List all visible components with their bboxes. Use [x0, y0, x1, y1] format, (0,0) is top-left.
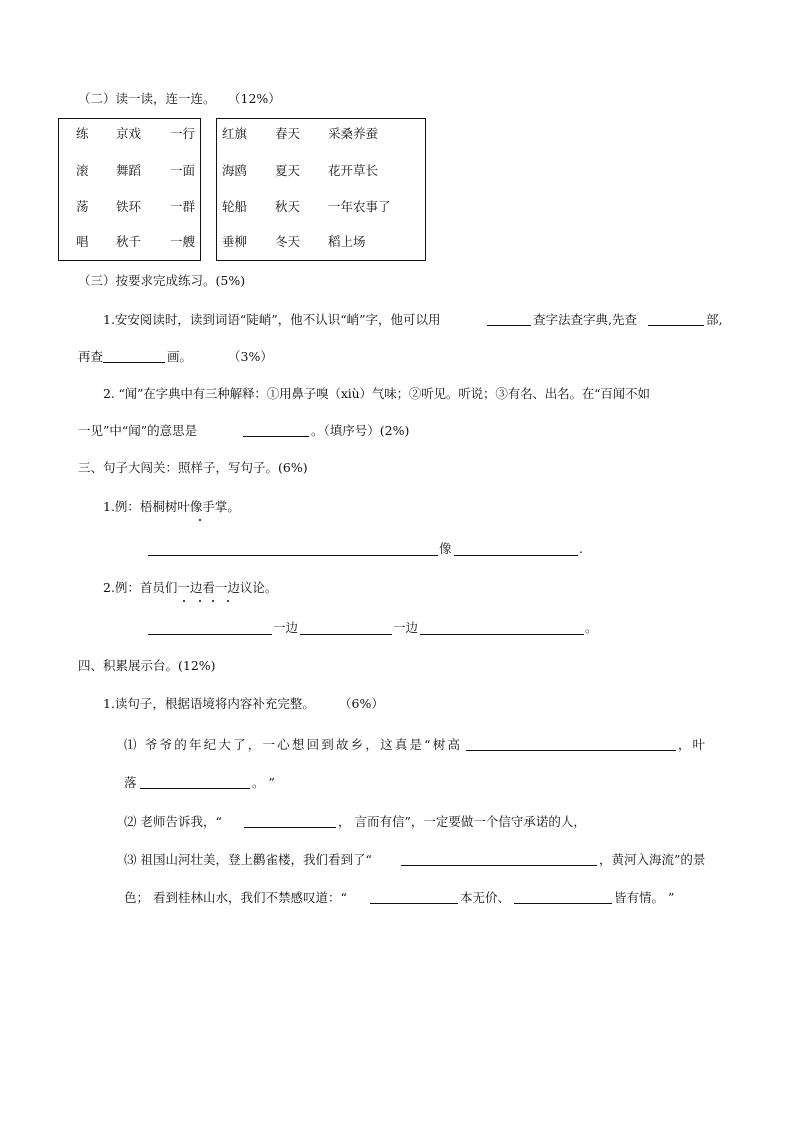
table2-cell-r2-c3: 花开草长	[328, 163, 379, 178]
table1-cell-r4-c2: 秋千	[116, 234, 142, 249]
section-four-heading: 四、积累展示台。(12%)	[78, 658, 216, 673]
section-4-q1: 1.读句子，根据语境将内容补充完整。	[103, 696, 315, 711]
example-2-end: 。	[585, 620, 598, 635]
sentence-1-line2b: 。 ”	[252, 775, 275, 790]
sentence-1-line1a: ⑴ 爷爷的年纪大了，一心想回到故乡，这真是“树高	[124, 737, 463, 752]
answer-line-2a[interactable]	[148, 634, 272, 635]
table2-cell-r2-c1: 海鸥	[222, 163, 248, 178]
q1-text-part1: 1.安安阅读时，读到词语“陡峭”，他不认识“峭”字，他可以用	[103, 312, 441, 327]
q2-text-line1: 2. “闻”在字典中有三种解释：①用鼻子嗅（xiù）气味；②听见。听说；③有名、出名。在“百闻不如	[103, 386, 650, 401]
q1-text-part3: 部,	[706, 312, 723, 327]
q1-text-part5: 画。	[167, 349, 193, 364]
blank-sentence-3c[interactable]	[514, 903, 612, 904]
sentence-2b: ， 言而有信”，一定要做一个信守承诺的人，	[338, 814, 586, 829]
table2-cell-r3-c2: 秋天	[275, 199, 301, 214]
sentence-3-line2a: 色； 看到桂林山水，我们不禁感叹道：“	[124, 890, 347, 905]
q1-text-part2: 查字法查字典,先查	[533, 312, 637, 327]
table1-cell-r1-c2: 京戏	[116, 126, 142, 141]
table2-cell-r1-c2: 春天	[275, 126, 301, 141]
table1-cell-r1-c1: 练	[76, 126, 89, 141]
example-2: 2.例：首员们一边看一边议论。	[103, 580, 278, 595]
example-1: 1.例：梧桐树叶像手掌。	[103, 499, 240, 514]
table2-cell-r4-c2: 冬天	[275, 234, 301, 249]
answer-line-1a[interactable]	[148, 555, 438, 556]
table1-cell-r4-c3: 一艘	[170, 234, 196, 249]
sentence-3-line2b: 本无价、	[460, 890, 511, 905]
blank-sentence-2[interactable]	[244, 827, 336, 828]
answer-line-2c[interactable]	[420, 634, 584, 635]
table1-cell-r2-c3: 一面	[170, 163, 196, 178]
table2-cell-r1-c3: 采桑养蚕	[328, 126, 379, 141]
section-4-q1-score: （6%）	[339, 696, 384, 711]
sentence-3-line2c: 皆有情。 ”	[614, 890, 675, 905]
sentence-3-line1b: ，黄河入海流”的景	[599, 852, 706, 867]
sentence-2a: ⑵ 老师告诉我，“	[124, 814, 222, 829]
section-three-heading: 三、句子大闯关：照样子，写句子。(6%)	[78, 460, 308, 475]
table2-cell-r2-c2: 夏天	[275, 163, 301, 178]
q1-text-part4: 再查	[78, 349, 104, 364]
emphasis-dot	[199, 519, 201, 521]
table1-cell-r1-c3: 一行	[170, 126, 196, 141]
blank-sentence-1b[interactable]	[140, 788, 250, 789]
table1-cell-r3-c1: 荡	[76, 199, 89, 214]
table2-cell-r1-c1: 红旗	[222, 126, 248, 141]
table1-cell-r4-c1: 唱	[76, 234, 89, 249]
section-2-heading: （二）读一读，连一连。	[78, 91, 216, 106]
example-1-end: .	[579, 541, 583, 556]
table1-cell-r3-c3: 一群	[170, 199, 196, 214]
sentence-1-line2a: 落	[124, 775, 137, 790]
q2-text-line2a: 一见”中“闻”的意思是	[78, 423, 198, 438]
emphasis-dot	[212, 600, 214, 602]
example-2-keyword-2: 一边	[393, 620, 419, 635]
answer-blank-method[interactable]	[487, 325, 531, 326]
answer-blank-radical[interactable]	[648, 325, 704, 326]
answer-line-2b[interactable]	[300, 634, 392, 635]
answer-blank-strokes[interactable]	[103, 362, 165, 363]
q1-score: （3%）	[228, 349, 273, 364]
answer-blank-meaning[interactable]	[243, 436, 309, 437]
matching-table-2	[216, 118, 426, 261]
sentence-1-line1b: ，叶	[678, 737, 708, 752]
q2-text-line2b: 。（填序号）(2%)	[311, 423, 410, 438]
table1-cell-r2-c2: 舞蹈	[116, 163, 142, 178]
blank-sentence-1a[interactable]	[466, 750, 676, 751]
table1-cell-r2-c1: 滚	[76, 163, 89, 178]
blank-sentence-3b[interactable]	[370, 903, 458, 904]
table2-cell-r4-c3: 稻上场	[328, 234, 366, 249]
emphasis-dot	[227, 600, 229, 602]
answer-line-1b[interactable]	[454, 555, 578, 556]
emphasis-dot	[199, 600, 201, 602]
sentence-3-line1a: ⑶ 祖国山河壮美，登上鹳雀楼，我们看到了“	[124, 852, 372, 867]
section-2-score: （12%）	[228, 91, 281, 106]
section-3-heading: （三）按要求完成练习。(5%)	[78, 273, 246, 288]
table1-cell-r3-c2: 铁环	[116, 199, 142, 214]
table2-cell-r4-c1: 垂柳	[222, 234, 248, 249]
blank-sentence-3a[interactable]	[401, 865, 597, 866]
example-2-keyword-1: 一边	[273, 620, 299, 635]
example-1-keyword: 像	[439, 541, 452, 556]
emphasis-dot	[183, 600, 185, 602]
table2-cell-r3-c1: 轮船	[222, 199, 248, 214]
table2-cell-r3-c3: 一年农事了	[328, 199, 391, 214]
